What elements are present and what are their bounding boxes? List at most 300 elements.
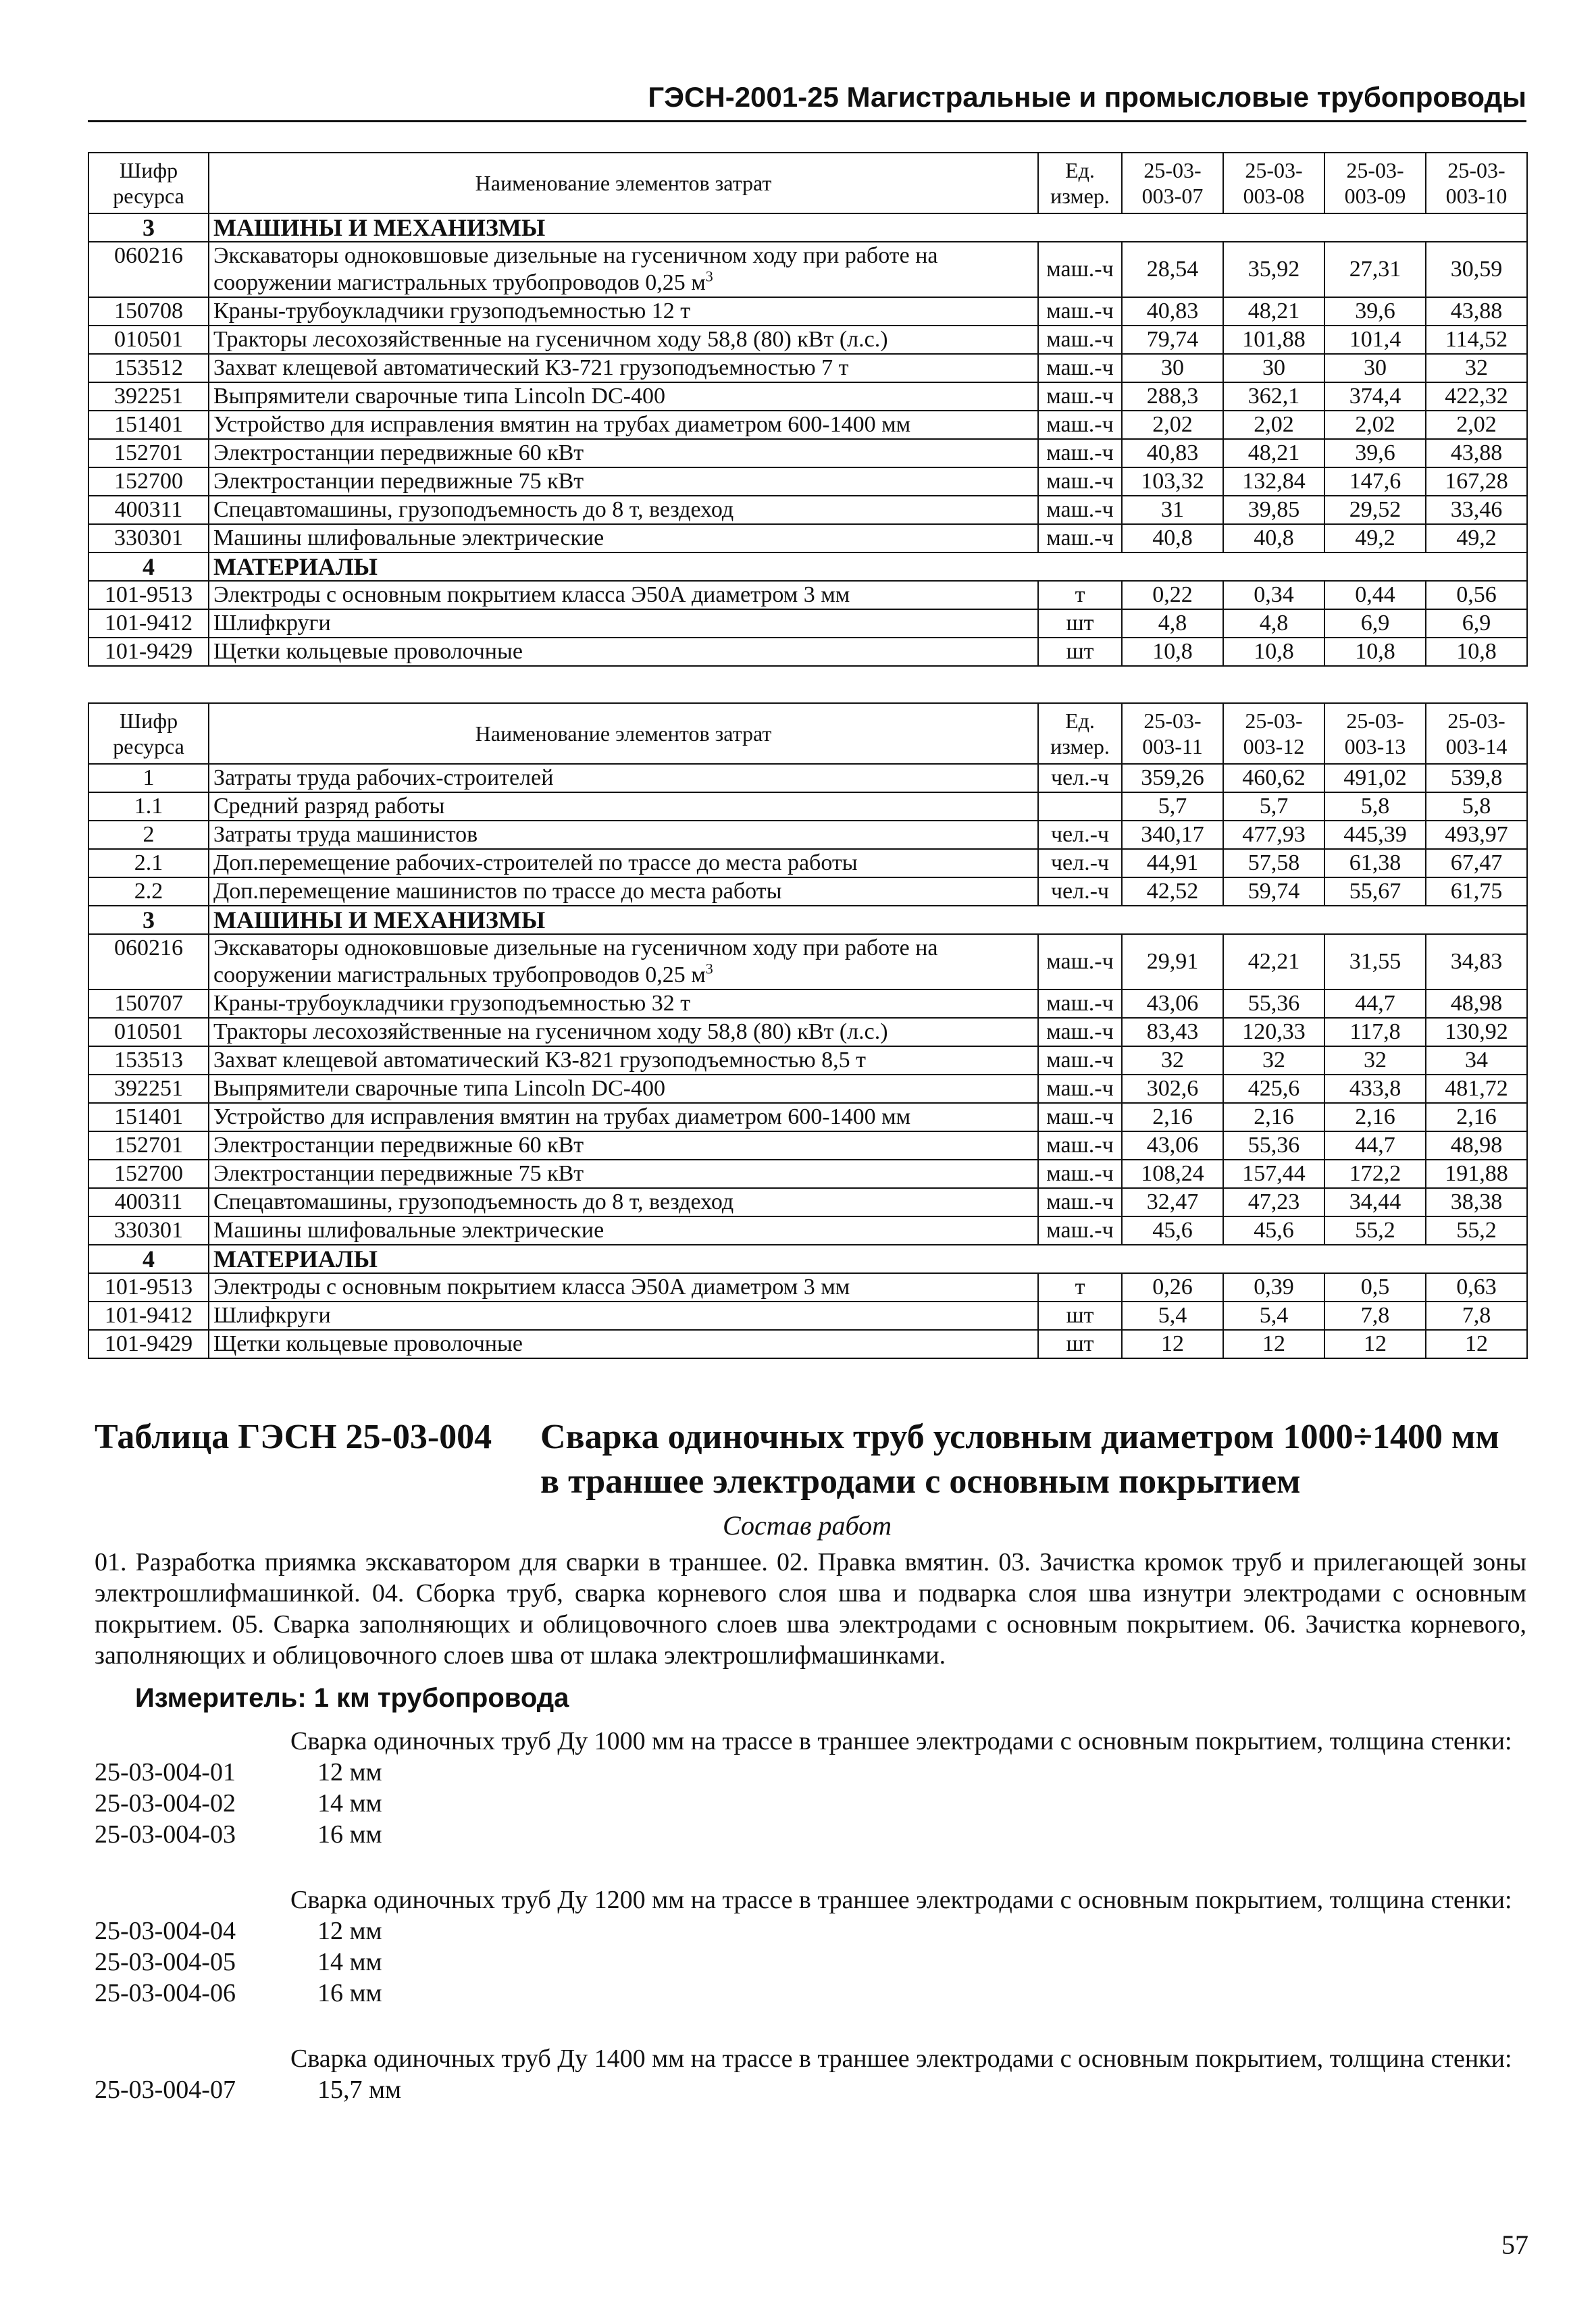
resource-value: 39,6 — [1324, 297, 1426, 326]
resource-value: 477,93 — [1223, 821, 1324, 849]
section-title: МАТЕРИАЛЫ — [209, 1245, 1527, 1273]
resource-value: 40,8 — [1122, 524, 1223, 552]
resource-value: 42,52 — [1122, 877, 1223, 906]
resource-value: 48,98 — [1426, 1131, 1527, 1160]
table-row — [88, 242, 1527, 297]
resource-value: 2,16 — [1223, 1103, 1324, 1131]
resource-code: 400311 — [88, 1188, 209, 1216]
section-row — [88, 552, 1527, 581]
resource-value: 0,44 — [1324, 581, 1426, 609]
resource-unit: маш.-ч — [1038, 1103, 1122, 1131]
resource-unit: маш.-ч — [1038, 297, 1122, 326]
resource-value: 5,4 — [1122, 1302, 1223, 1330]
resource-value: 30 — [1324, 354, 1426, 382]
norm-item — [95, 1978, 1526, 2009]
table-row — [88, 411, 1527, 439]
section-row — [88, 906, 1527, 934]
table-row — [88, 877, 1527, 906]
resource-value: 12 — [1223, 1330, 1324, 1358]
norm-item — [95, 1819, 1526, 1850]
resource-unit: маш.-ч — [1038, 1160, 1122, 1188]
table-row — [88, 1075, 1527, 1103]
resource-unit: маш.-ч — [1038, 1018, 1122, 1046]
resource-value: 120,33 — [1223, 1018, 1324, 1046]
resource-unit: маш.-ч — [1038, 411, 1122, 439]
resource-value: 33,46 — [1426, 496, 1527, 524]
resource-value: 5,8 — [1426, 792, 1527, 821]
norm-group — [95, 1726, 1526, 1850]
resource-value: 10,8 — [1426, 638, 1527, 666]
resource-unit: шт — [1038, 1302, 1122, 1330]
resource-name: Выпрямители сварочные типа Lincoln DC-400 — [209, 382, 1038, 411]
table-row — [88, 581, 1527, 609]
table-row — [88, 1103, 1527, 1131]
work-composition-text: 01. Разработка приямка экскаватором для сварки в траншее. 02. Правка вмятин. 03. Зачистка кромок труб и прилегающей зоны электрошлифмашинкой. 04. Сборка труб, сварка корневого слоя шва и подварка слоя шва изнутри электродами с основным покрытием. 05. Сварка заполняющих и облицовочного слоев шва электродами с основным покрытием. 06. Зачистка корневого, заполняющих и облицовочного слоев шва от шлака электрошлифмашинками. — [95, 1548, 1526, 1670]
resource-code: 101-9429 — [88, 1330, 209, 1358]
resource-name: Доп.перемещение рабочих-строителей по трассе до места работы — [209, 849, 1038, 877]
table-row — [88, 1188, 1527, 1216]
resource-value: 167,28 — [1426, 467, 1527, 496]
norm-group-description: Сварка одиночных труб Ду 1000 мм на трассе в траншее электродами с основным покрытием, толщина стенки: — [290, 1727, 1512, 1755]
measure-unit: Измеритель: 1 км трубопровода — [135, 1683, 569, 1713]
resource-value: 2,02 — [1324, 411, 1426, 439]
resource-value: 34,44 — [1324, 1188, 1426, 1216]
col-header-name: Наименование элементов затрат — [209, 153, 1038, 213]
resource-unit: маш.-ч — [1038, 1216, 1122, 1245]
resource-value: 7,8 — [1324, 1302, 1426, 1330]
resource-value: 0,26 — [1122, 1273, 1223, 1302]
resource-value: 45,6 — [1122, 1216, 1223, 1245]
resource-unit: т — [1038, 1273, 1122, 1302]
resource-value: 49,2 — [1324, 524, 1426, 552]
section-row — [88, 1245, 1527, 1273]
resource-code: 2.2 — [88, 877, 209, 906]
table-row — [88, 989, 1527, 1018]
table-row — [88, 496, 1527, 524]
resource-value: 425,6 — [1223, 1075, 1324, 1103]
resource-value: 40,83 — [1122, 297, 1223, 326]
norm-value: 16 мм — [317, 1820, 382, 1849]
resource-value: 48,21 — [1223, 297, 1324, 326]
resource-name: Электростанции передвижные 75 кВт — [209, 467, 1038, 496]
col-header-unit: Ед. измер. — [1038, 153, 1122, 213]
resource-unit: чел.-ч — [1038, 849, 1122, 877]
section-code: 4 — [88, 1245, 209, 1273]
norm-code: 25-03-004-01 — [95, 1758, 236, 1786]
resource-value: 10,8 — [1122, 638, 1223, 666]
resource-value: 44,7 — [1324, 1131, 1426, 1160]
resource-unit: маш.-ч — [1038, 1046, 1122, 1075]
section-title: МАТЕРИАЛЫ — [209, 552, 1527, 581]
resource-value: 2,16 — [1426, 1103, 1527, 1131]
resource-unit: маш.-ч — [1038, 1075, 1122, 1103]
resource-code: 010501 — [88, 326, 209, 354]
resource-code: 152700 — [88, 467, 209, 496]
resource-value: 67,47 — [1426, 849, 1527, 877]
col-header-norm: 25-03-003-11 — [1122, 703, 1223, 764]
resource-name: Устройство для исправления вмятин на трубах диаметром 600-1400 мм — [209, 411, 1038, 439]
norm-value: 14 мм — [317, 1789, 382, 1818]
norm-item — [95, 1757, 1526, 1788]
resource-value: 12 — [1122, 1330, 1223, 1358]
resource-value: 0,34 — [1223, 581, 1324, 609]
table-row — [88, 821, 1527, 849]
resource-name: Шлифкруги — [209, 609, 1038, 638]
resource-value: 0,5 — [1324, 1273, 1426, 1302]
resource-code: 101-9412 — [88, 609, 209, 638]
col-header-norm: 25-03-003-13 — [1324, 703, 1426, 764]
resource-value: 30 — [1122, 354, 1223, 382]
resource-value: 103,32 — [1122, 467, 1223, 496]
resource-value: 32,47 — [1122, 1188, 1223, 1216]
table-row — [88, 638, 1527, 666]
resource-value: 55,2 — [1426, 1216, 1527, 1245]
norm-value: 16 мм — [317, 1979, 382, 2007]
table-row — [88, 297, 1527, 326]
table-row — [88, 1046, 1527, 1075]
resource-value: 47,23 — [1223, 1188, 1324, 1216]
resource-code: 151401 — [88, 411, 209, 439]
resource-value: 55,2 — [1324, 1216, 1426, 1245]
resource-code: 2 — [88, 821, 209, 849]
resource-name: Тракторы лесохозяйственные на гусеничном ходу 58,8 (80) кВт (л.с.) — [209, 326, 1038, 354]
resource-code: 330301 — [88, 1216, 209, 1245]
norm-group — [95, 1884, 1526, 2009]
resource-name — [209, 934, 1038, 989]
resource-unit: маш.-ч — [1038, 467, 1122, 496]
resource-value: 0,56 — [1426, 581, 1527, 609]
resource-value: 44,7 — [1324, 989, 1426, 1018]
resource-unit: маш.-ч — [1038, 1131, 1122, 1160]
norm-item — [95, 2074, 1526, 2105]
resource-value: 43,88 — [1426, 297, 1527, 326]
col-header-norm: 25-03-003-10 — [1426, 153, 1527, 213]
resource-code: 150708 — [88, 297, 209, 326]
resource-name: Тракторы лесохозяйственные на гусеничном ходу 58,8 (80) кВт (л.с.) — [209, 1018, 1038, 1046]
resource-value: 43,06 — [1122, 1131, 1223, 1160]
resource-value: 422,32 — [1426, 382, 1527, 411]
resource-value: 445,39 — [1324, 821, 1426, 849]
resource-value: 83,43 — [1122, 1018, 1223, 1046]
resource-name: Выпрямители сварочные типа Lincoln DC-400 — [209, 1075, 1038, 1103]
resource-name: Краны-трубоукладчики грузоподъемностью 12 т — [209, 297, 1038, 326]
table-row — [88, 849, 1527, 877]
resource-value: 34 — [1426, 1046, 1527, 1075]
table-header-row — [88, 703, 1527, 764]
resource-value: 302,6 — [1122, 1075, 1223, 1103]
resource-value: 42,21 — [1223, 934, 1324, 989]
resource-name: Машины шлифовальные электрические — [209, 1216, 1038, 1245]
resource-code: 101-9513 — [88, 581, 209, 609]
resource-name: Электроды с основным покрытием класса Э50А диаметром 3 мм — [209, 581, 1038, 609]
resource-value: 79,74 — [1122, 326, 1223, 354]
resource-value: 130,92 — [1426, 1018, 1527, 1046]
norm-group-description: Сварка одиночных труб Ду 1200 мм на трассе в траншее электродами с основным покрытием, толщина стенки: — [290, 1886, 1512, 1914]
col-header-code: Шифр ресурса — [88, 153, 209, 213]
resource-unit: шт — [1038, 638, 1122, 666]
resource-value: 374,4 — [1324, 382, 1426, 411]
resource-code: 101-9513 — [88, 1273, 209, 1302]
resource-value: 29,52 — [1324, 496, 1426, 524]
table-row — [88, 1302, 1527, 1330]
resource-value: 35,92 — [1223, 242, 1324, 297]
norm-value: 12 мм — [317, 1758, 382, 1786]
col-header-norm: 25-03-003-12 — [1223, 703, 1324, 764]
norm-code: 25-03-004-02 — [95, 1789, 236, 1818]
resource-unit: маш.-ч — [1038, 382, 1122, 411]
resource-value: 0,39 — [1223, 1273, 1324, 1302]
col-header-norm: 25-03-003-07 — [1122, 153, 1223, 213]
resource-name-text: Экскаваторы одноковшовые дизельные на гусеничном ходу при работе на сооружении магистральных трубопроводов 0,25 м — [213, 935, 938, 987]
norm-value: 14 мм — [317, 1948, 382, 1976]
resource-value: 362,1 — [1223, 382, 1324, 411]
resource-value: 117,8 — [1324, 1018, 1426, 1046]
resource-value: 61,75 — [1426, 877, 1527, 906]
resource-value: 2,02 — [1122, 411, 1223, 439]
resource-name: Спецавтомашины, грузоподъемность до 8 т, вездеход — [209, 1188, 1038, 1216]
resource-value: 40,8 — [1223, 524, 1324, 552]
col-header-norm: 25-03-003-09 — [1324, 153, 1426, 213]
section-code: 3 — [88, 213, 209, 242]
table-row — [88, 1216, 1527, 1245]
resource-value: 31 — [1122, 496, 1223, 524]
resource-value: 114,52 — [1426, 326, 1527, 354]
norm-code: 25-03-004-07 — [95, 2076, 236, 2104]
resource-value: 49,2 — [1426, 524, 1527, 552]
resource-value: 32 — [1324, 1046, 1426, 1075]
resource-code: 2.1 — [88, 849, 209, 877]
table-header-row — [88, 153, 1527, 213]
resource-code: 060216 — [88, 242, 209, 297]
col-header-name: Наименование элементов затрат — [209, 703, 1038, 764]
norm-group — [95, 2043, 1526, 2105]
resource-name: Электростанции передвижные 75 кВт — [209, 1160, 1038, 1188]
resource-unit: чел.-ч — [1038, 877, 1122, 906]
resource-name: Краны-трубоукладчики грузоподъемностью 32 т — [209, 989, 1038, 1018]
resource-value: 48,98 — [1426, 989, 1527, 1018]
resource-value: 38,38 — [1426, 1188, 1527, 1216]
resource-value: 493,97 — [1426, 821, 1527, 849]
resource-value: 27,31 — [1324, 242, 1426, 297]
resource-unit: шт — [1038, 609, 1122, 638]
col-header-norm: 25-03-003-14 — [1426, 703, 1527, 764]
resource-unit: маш.-ч — [1038, 326, 1122, 354]
table-row — [88, 382, 1527, 411]
resource-code: 101-9429 — [88, 638, 209, 666]
resource-value: 147,6 — [1324, 467, 1426, 496]
superscript: 3 — [705, 267, 713, 285]
resource-value: 48,21 — [1223, 439, 1324, 467]
resource-value: 5,7 — [1223, 792, 1324, 821]
resource-name: Щетки кольцевые проволочные — [209, 1330, 1038, 1358]
resource-name: Машины шлифовальные электрические — [209, 524, 1038, 552]
norm-value: 12 мм — [317, 1917, 382, 1945]
resource-unit — [1038, 792, 1122, 821]
resource-name: Шлифкруги — [209, 1302, 1038, 1330]
resource-value: 172,2 — [1324, 1160, 1426, 1188]
resource-name: Спецавтомашины, грузоподъемность до 8 т, вездеход — [209, 496, 1038, 524]
resource-value: 6,9 — [1426, 609, 1527, 638]
resource-unit: маш.-ч — [1038, 524, 1122, 552]
resource-table-2 — [88, 702, 1528, 1359]
resource-value: 2,02 — [1426, 411, 1527, 439]
resource-value: 288,3 — [1122, 382, 1223, 411]
resource-value: 32 — [1426, 354, 1527, 382]
resource-value: 61,38 — [1324, 849, 1426, 877]
resource-code: 392251 — [88, 1075, 209, 1103]
resource-name: Доп.перемещение машинистов по трассе до места работы — [209, 877, 1038, 906]
table-row — [88, 1330, 1527, 1358]
resource-value: 481,72 — [1426, 1075, 1527, 1103]
superscript: 3 — [705, 960, 713, 977]
resource-name: Электроды с основным покрытием класса Э50А диаметром 3 мм — [209, 1273, 1038, 1302]
norm-value: 15,7 мм — [317, 2076, 402, 2104]
resource-code: 330301 — [88, 524, 209, 552]
table-row — [88, 792, 1527, 821]
resource-unit: маш.-ч — [1038, 934, 1122, 989]
norm-code: 25-03-004-03 — [95, 1820, 236, 1849]
resource-name: Захват клещевой автоматический КЗ-821 грузоподъемностью 8,5 т — [209, 1046, 1038, 1075]
norm-item — [95, 1916, 1526, 1947]
resource-name: Электростанции передвижные 60 кВт — [209, 439, 1038, 467]
resource-unit: маш.-ч — [1038, 496, 1122, 524]
resource-code: 392251 — [88, 382, 209, 411]
resource-value: 28,54 — [1122, 242, 1223, 297]
col-header-code: Шифр ресурса — [88, 703, 209, 764]
table-row — [88, 609, 1527, 638]
resource-value: 2,16 — [1324, 1103, 1426, 1131]
table-row — [88, 934, 1527, 989]
resource-value: 2,16 — [1122, 1103, 1223, 1131]
resource-code: 153512 — [88, 354, 209, 382]
resource-value: 32 — [1223, 1046, 1324, 1075]
resource-code: 150707 — [88, 989, 209, 1018]
resource-table-1 — [88, 152, 1528, 667]
resource-code: 152700 — [88, 1160, 209, 1188]
resource-value: 460,62 — [1223, 764, 1324, 792]
norm-code: 25-03-004-05 — [95, 1948, 236, 1976]
resource-value: 44,91 — [1122, 849, 1223, 877]
table-row — [88, 764, 1527, 792]
resource-value: 12 — [1426, 1330, 1527, 1358]
resource-code: 153513 — [88, 1046, 209, 1075]
resource-unit: маш.-ч — [1038, 242, 1122, 297]
resource-unit: маш.-ч — [1038, 354, 1122, 382]
resource-value: 0,22 — [1122, 581, 1223, 609]
resource-name: Щетки кольцевые проволочные — [209, 638, 1038, 666]
page-number: 57 — [1501, 2230, 1528, 2260]
resource-value: 7,8 — [1426, 1302, 1527, 1330]
resource-code: 152701 — [88, 1131, 209, 1160]
resource-value: 34,83 — [1426, 934, 1527, 989]
resource-value: 40,83 — [1122, 439, 1223, 467]
resource-value: 157,44 — [1223, 1160, 1324, 1188]
table-row — [88, 1018, 1527, 1046]
resource-name: Средний разряд работы — [209, 792, 1038, 821]
resource-value: 10,8 — [1223, 638, 1324, 666]
table-row — [88, 326, 1527, 354]
resource-value: 29,91 — [1122, 934, 1223, 989]
table-row — [88, 1131, 1527, 1160]
resource-value: 433,8 — [1324, 1075, 1426, 1103]
resource-value: 340,17 — [1122, 821, 1223, 849]
resource-code: 010501 — [88, 1018, 209, 1046]
resource-value: 39,6 — [1324, 439, 1426, 467]
table-row — [88, 1160, 1527, 1188]
resource-value: 539,8 — [1426, 764, 1527, 792]
resource-value: 132,84 — [1223, 467, 1324, 496]
resource-code: 1 — [88, 764, 209, 792]
resource-name: Электростанции передвижные 60 кВт — [209, 1131, 1038, 1160]
resource-unit: чел.-ч — [1038, 821, 1122, 849]
resource-value: 31,55 — [1324, 934, 1426, 989]
resource-value: 45,6 — [1223, 1216, 1324, 1245]
resource-code: 1.1 — [88, 792, 209, 821]
section-title: МАШИНЫ И МЕХАНИЗМЫ — [209, 213, 1527, 242]
resource-unit: т — [1038, 581, 1122, 609]
resource-code: 060216 — [88, 934, 209, 989]
resource-value: 55,67 — [1324, 877, 1426, 906]
table-row — [88, 354, 1527, 382]
norm-item — [95, 1947, 1526, 1978]
table-row — [88, 1273, 1527, 1302]
resource-value: 5,4 — [1223, 1302, 1324, 1330]
resource-value: 359,26 — [1122, 764, 1223, 792]
table-heading: Сварка одиночных труб условным диаметром 1000÷1400 мм в траншее электродами с основным покрытием — [540, 1418, 1499, 1501]
resource-value: 101,88 — [1223, 326, 1324, 354]
resource-value: 39,85 — [1223, 496, 1324, 524]
resource-unit: маш.-ч — [1038, 439, 1122, 467]
page-header: ГЭСН-2001-25 Магистральные и промысловые трубопроводы — [88, 81, 1526, 122]
resource-value: 55,36 — [1223, 1131, 1324, 1160]
norm-code: 25-03-004-06 — [95, 1979, 236, 2007]
resource-value: 55,36 — [1223, 989, 1324, 1018]
col-header-norm: 25-03-003-08 — [1223, 153, 1324, 213]
resource-code: 400311 — [88, 496, 209, 524]
resource-value: 10,8 — [1324, 638, 1426, 666]
resource-value: 5,7 — [1122, 792, 1223, 821]
resource-code: 151401 — [88, 1103, 209, 1131]
resource-value: 191,88 — [1426, 1160, 1527, 1188]
resource-name: Затраты труда машинистов — [209, 821, 1038, 849]
resource-value: 32 — [1122, 1046, 1223, 1075]
norm-code: 25-03-004-04 — [95, 1917, 236, 1945]
resource-unit: шт — [1038, 1330, 1122, 1358]
resource-value: 4,8 — [1223, 609, 1324, 638]
resource-code: 152701 — [88, 439, 209, 467]
table-row — [88, 439, 1527, 467]
section-code: 4 — [88, 552, 209, 581]
resource-unit: чел.-ч — [1038, 764, 1122, 792]
resource-value: 43,06 — [1122, 989, 1223, 1018]
norm-item — [95, 1788, 1526, 1819]
resource-unit: маш.-ч — [1038, 989, 1122, 1018]
table-row — [88, 524, 1527, 552]
resource-value: 101,4 — [1324, 326, 1426, 354]
resource-value: 30 — [1223, 354, 1324, 382]
section-code: 3 — [88, 906, 209, 934]
resource-value: 108,24 — [1122, 1160, 1223, 1188]
resource-code: 101-9412 — [88, 1302, 209, 1330]
resource-value: 30,59 — [1426, 242, 1527, 297]
resource-value: 59,74 — [1223, 877, 1324, 906]
section-row — [88, 213, 1527, 242]
resource-value: 12 — [1324, 1330, 1426, 1358]
resource-value: 6,9 — [1324, 609, 1426, 638]
resource-value: 0,63 — [1426, 1273, 1527, 1302]
resource-name: Захват клещевой автоматический КЗ-721 грузоподъемностью 7 т — [209, 354, 1038, 382]
resource-value: 5,8 — [1324, 792, 1426, 821]
